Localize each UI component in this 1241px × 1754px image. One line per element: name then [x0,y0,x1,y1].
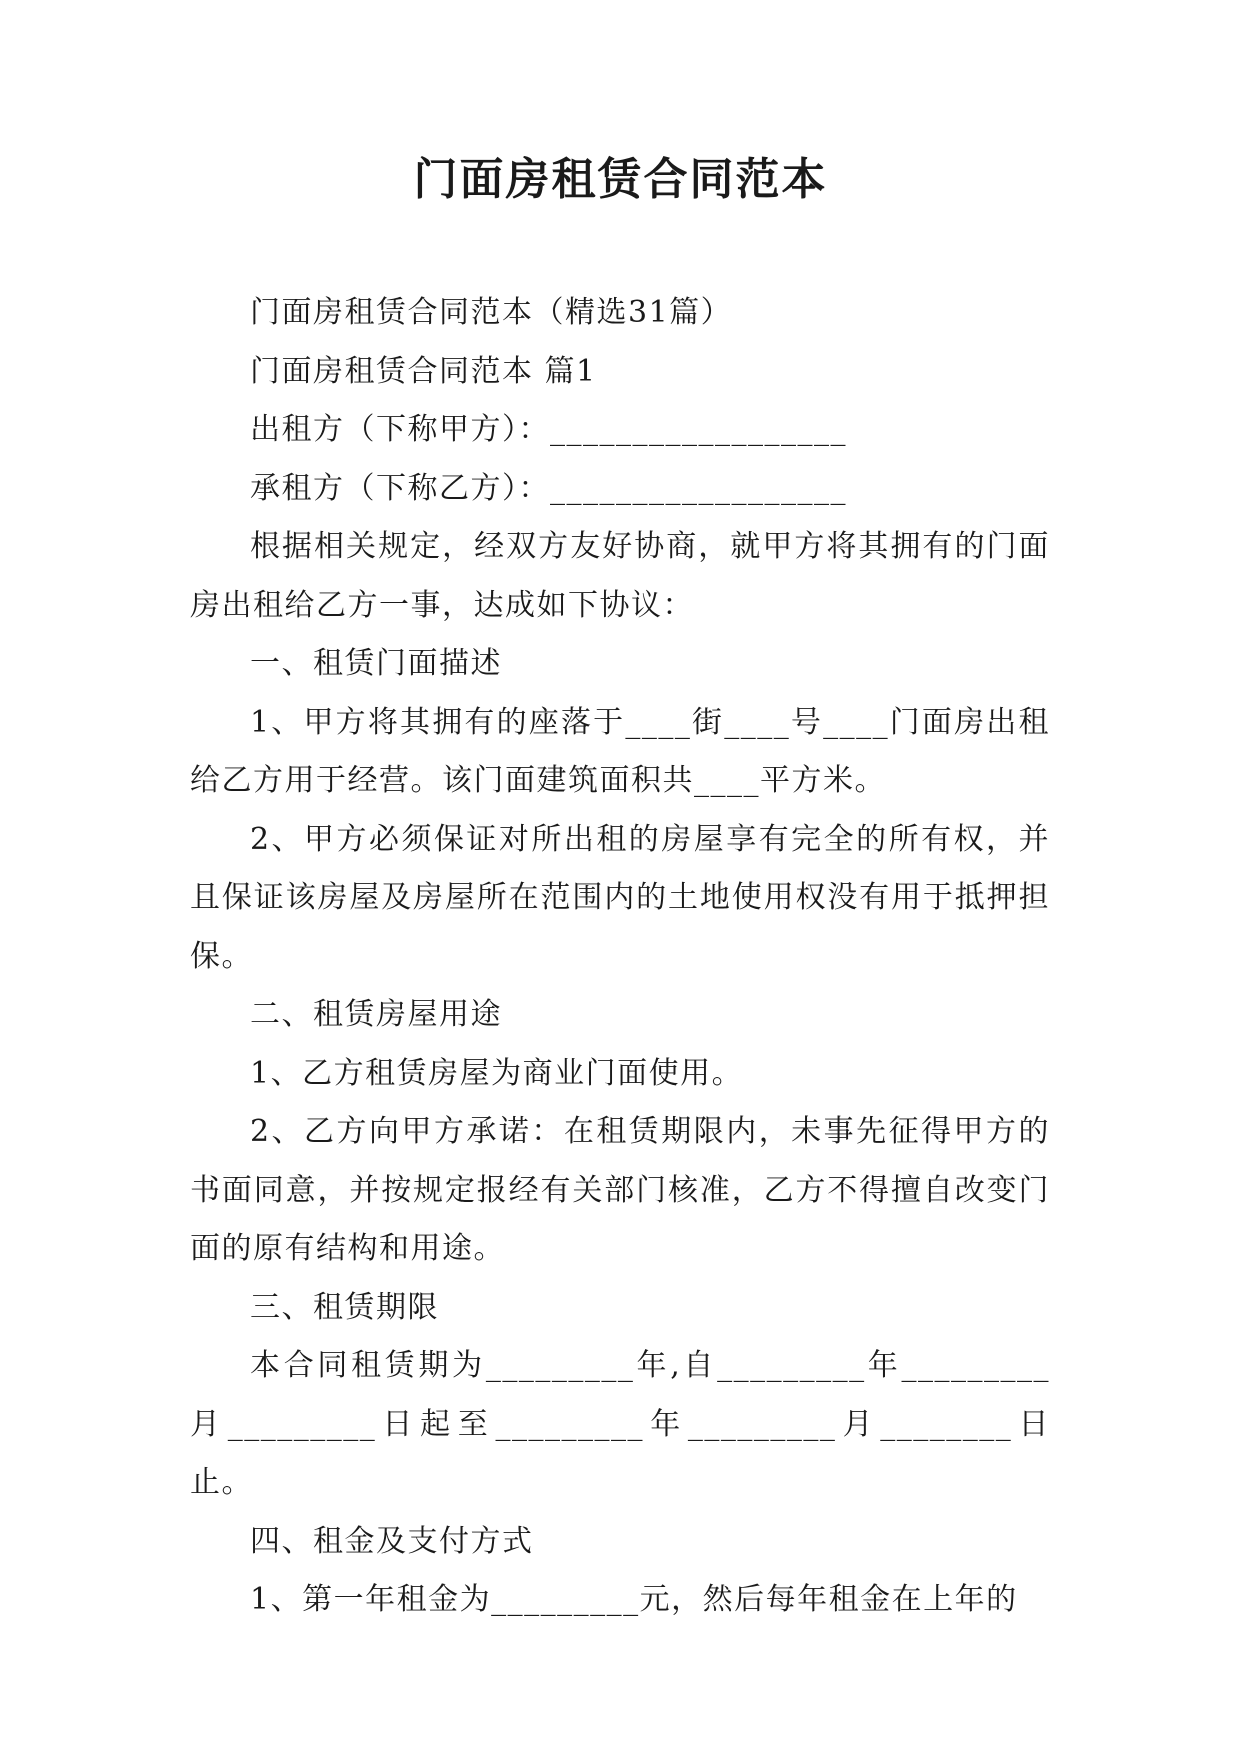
clause-usage-2: 2、乙方向甲方承诺：在租赁期限内，未事先征得甲方的书面同意，并按规定报经有关部门核准，乙方不得擅自改变门面的原有结构和用途。 [190,1114,1050,1266]
preamble-paragraph: 根据相关规定，经双方友好协商，就甲方将其拥有的门面房出租给乙方一事，达成如下协议： [190,529,1050,623]
document-title: 门面房租赁合同范本 [413,154,828,205]
section-label-paragraph: 门面房租赁合同范本 篇1 [250,353,597,389]
clause-usage-1: 1、乙方租赁房屋为商业门面使用。 [250,1055,744,1091]
lessee-line: 承租方（下称乙方）：__________________ [250,470,847,506]
clause-premises-1: 1、甲方将其拥有的座落于____街____号____门面房出租给乙方用于经营。该门面建筑面积共____平方米。 [190,704,1050,798]
clause-premises-2: 2、甲方必须保证对所出租的房屋享有完全的所有权，并且保证该房屋及房屋所在范围内的土地使用权没有用于抵押担保。 [190,821,1050,974]
heading-term: 三、租赁期限 [250,1289,439,1325]
document-body [190,284,1050,1630]
heading-rent: 四、租金及支付方式 [250,1523,534,1559]
subtitle-paragraph: 门面房租赁合同范本（精选31篇） [250,295,733,330]
heading-premises: 一、租赁门面描述 [250,646,502,681]
heading-usage: 二、租赁房屋用途 [250,997,502,1032]
clause-term: 本合同租赁期为_________年,自_________年_________月_________日起至_________年_________月________日止。 [190,1348,1050,1500]
clause-rent-1: 1、第一年租金为_________元，然后每年租金在上年的 [250,1582,1018,1617]
lessor-line: 出租方（下称甲方）：__________________ [250,412,847,447]
